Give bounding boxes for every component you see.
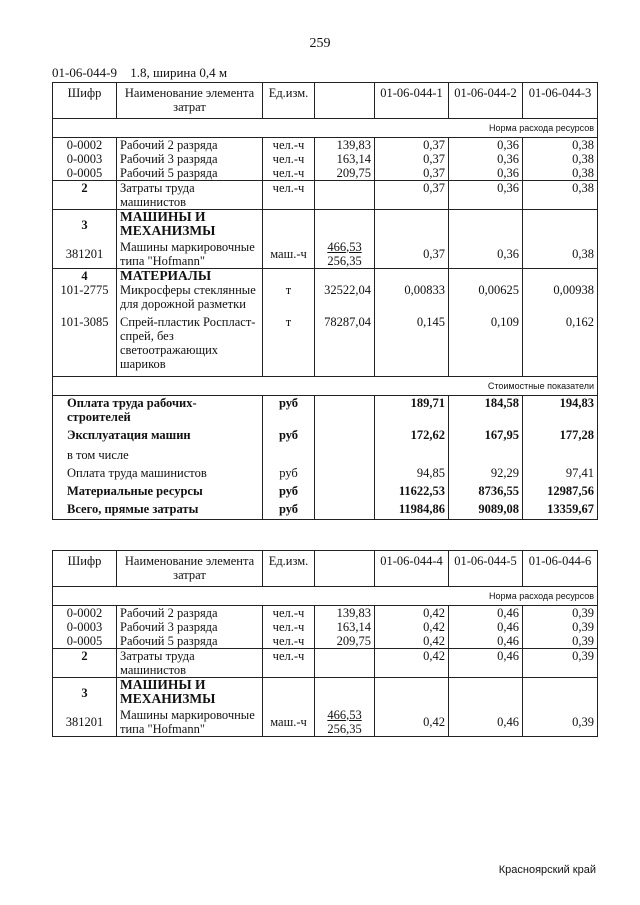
row-price: 78287,04	[315, 315, 375, 377]
row-value-3: 0,38	[523, 181, 598, 210]
header-col-2: 01-06-044-2	[449, 83, 523, 119]
resource-table-2	[52, 550, 598, 737]
cost-value-1: 11622,53	[375, 484, 449, 502]
cost-row	[53, 484, 598, 502]
row-value-2: 0,46	[449, 606, 523, 621]
row-code: 0-0005	[53, 166, 117, 181]
section-title: МАШИНЫ И МЕХАНИЗМЫ	[117, 678, 263, 708]
row-price: 209,75	[315, 166, 375, 181]
cost-row	[53, 396, 598, 428]
row-value-1: 0,37	[375, 152, 449, 166]
row-value-1: 0,37	[375, 138, 449, 153]
cost-name: Оплата труда рабочих-строителей	[53, 396, 263, 428]
row-code: 101-2775	[53, 283, 117, 315]
row-code: 0-0002	[53, 606, 117, 621]
empty-cell	[375, 448, 449, 466]
price-secondary: 256,35	[327, 721, 362, 736]
empty-cell	[375, 268, 449, 283]
empty-cell	[449, 210, 523, 240]
table-row	[53, 620, 598, 634]
header-name: Наименование элемента затрат	[117, 83, 263, 119]
table-code-description: 1.8, ширина 0,4 м	[130, 65, 228, 80]
row-code: 381201	[53, 708, 117, 737]
machines-section-row	[53, 678, 598, 708]
empty-cell	[263, 268, 315, 283]
header-col-1: 01-06-044-4	[375, 551, 449, 587]
section-code: 3	[53, 210, 117, 240]
row-unit: чел.-ч	[263, 166, 315, 181]
norm-label: Норма расхода ресурсов	[53, 587, 598, 606]
row-unit: т	[263, 315, 315, 377]
cost-unit: руб	[263, 502, 315, 520]
row-value-3: 0,38	[523, 152, 598, 166]
cost-row	[53, 448, 598, 466]
header-code: Шифр	[53, 83, 117, 119]
row-name: Машины маркировочные типа "Hofmann"	[117, 240, 263, 269]
row-price: 139,83	[315, 606, 375, 621]
machinist-row	[53, 649, 598, 678]
price-primary: 466,53	[327, 239, 362, 254]
row-value-2: 0,109	[449, 315, 523, 377]
material-row	[53, 283, 598, 315]
section-code: 3	[53, 678, 117, 708]
cost-value-1: 94,85	[375, 466, 449, 484]
cost-value-3: 194,83	[523, 396, 598, 428]
cost-unit: руб	[263, 428, 315, 448]
row-value-1: 0,42	[375, 606, 449, 621]
cost-value-3: 97,41	[523, 466, 598, 484]
cost-name: Оплата труда машинистов	[53, 466, 263, 484]
row-name: Рабочий 2 разряда	[117, 606, 263, 621]
row-value-2: 0,46	[449, 620, 523, 634]
row-value-2: 0,46	[449, 634, 523, 649]
row-unit: маш.-ч	[263, 240, 315, 269]
cost-row	[53, 428, 598, 448]
cost-label-row	[53, 377, 598, 396]
header-unit: Ед.изм.	[263, 83, 315, 119]
section-title: МАШИНЫ И МЕХАНИЗМЫ	[117, 210, 263, 240]
empty-cell	[263, 448, 315, 466]
row-value-1: 0,37	[375, 240, 449, 269]
row-unit: чел.-ч	[263, 606, 315, 621]
row-code: 0-0003	[53, 152, 117, 166]
table-row	[53, 152, 598, 166]
section-title: МАТЕРИАЛЫ	[117, 268, 263, 283]
cost-name: в том числе	[53, 448, 263, 466]
row-name: Затраты труда машинистов	[117, 181, 263, 210]
row-price: 163,14	[315, 152, 375, 166]
cost-unit: руб	[263, 396, 315, 428]
empty-cell	[315, 502, 375, 520]
cost-value-2: 8736,55	[449, 484, 523, 502]
cost-value-1: 172,62	[375, 428, 449, 448]
norm-label-row	[53, 119, 598, 138]
row-unit: т	[263, 283, 315, 315]
cost-row	[53, 466, 598, 484]
price-primary: 466,53	[327, 707, 362, 722]
row-price: 32522,04	[315, 283, 375, 315]
row-value-3: 0,38	[523, 138, 598, 153]
material-row	[53, 315, 598, 377]
cost-name: Материальные ресурсы	[53, 484, 263, 502]
row-name: Рабочий 3 разряда	[117, 152, 263, 166]
empty-cell	[315, 466, 375, 484]
row-price	[315, 649, 375, 678]
row-value-2: 0,46	[449, 708, 523, 737]
row-code: 101-3085	[53, 315, 117, 377]
row-value-1: 0,37	[375, 166, 449, 181]
empty-cell	[523, 268, 598, 283]
row-value-2: 0,36	[449, 181, 523, 210]
row-unit: чел.-ч	[263, 152, 315, 166]
empty-cell	[449, 678, 523, 708]
header-col-2: 01-06-044-5	[449, 551, 523, 587]
cost-value-3: 13359,67	[523, 502, 598, 520]
cost-value-1: 11984,86	[375, 502, 449, 520]
row-value-3: 0,39	[523, 649, 598, 678]
row-code: 2	[53, 181, 117, 210]
row-price: 209,75	[315, 634, 375, 649]
row-value-1: 0,37	[375, 181, 449, 210]
norm-label-row	[53, 587, 598, 606]
row-unit: чел.-ч	[263, 138, 315, 153]
row-value-2: 0,36	[449, 240, 523, 269]
row-code: 0-0003	[53, 620, 117, 634]
cost-value-2: 9089,08	[449, 502, 523, 520]
row-price	[315, 181, 375, 210]
empty-cell	[523, 678, 598, 708]
row-name: Рабочий 3 разряда	[117, 620, 263, 634]
norm-label: Норма расхода ресурсов	[53, 119, 598, 138]
row-name: Спрей-пластик Роспласт-спрей, без светоотражающих шариков	[117, 315, 263, 377]
row-value-2: 0,36	[449, 166, 523, 181]
row-code: 0-0005	[53, 634, 117, 649]
cost-value-2: 92,29	[449, 466, 523, 484]
empty-cell	[449, 268, 523, 283]
table-row	[53, 634, 598, 649]
row-name: Микросферы стеклянные для дорожной разметки	[117, 283, 263, 315]
empty-cell	[315, 210, 375, 240]
cost-value-3: 12987,56	[523, 484, 598, 502]
empty-cell	[375, 210, 449, 240]
machine-row	[53, 240, 598, 269]
empty-cell	[315, 396, 375, 428]
cost-name: Эксплуатация машин	[53, 428, 263, 448]
table-code: 01-06-044-9	[52, 65, 117, 80]
page-number: 259	[309, 36, 331, 51]
empty-cell	[315, 448, 375, 466]
machines-section-row	[53, 210, 598, 240]
cost-name: Всего, прямые затраты	[53, 502, 263, 520]
row-name: Рабочий 2 разряда	[117, 138, 263, 153]
row-value-1: 0,42	[375, 634, 449, 649]
row-value-3: 0,39	[523, 606, 598, 621]
header-unit: Ед.изм.	[263, 551, 315, 587]
row-value-1: 0,42	[375, 708, 449, 737]
cost-unit: руб	[263, 484, 315, 502]
row-value-1: 0,42	[375, 620, 449, 634]
row-value-1: 0,145	[375, 315, 449, 377]
empty-cell	[523, 210, 598, 240]
row-value-1: 0,42	[375, 649, 449, 678]
row-price	[315, 240, 375, 269]
empty-cell	[315, 678, 375, 708]
section-code: 4	[53, 268, 117, 283]
row-price: 139,83	[315, 138, 375, 153]
table-header-row	[53, 83, 598, 119]
table-row	[53, 138, 598, 153]
header-col-1: 01-06-044-1	[375, 83, 449, 119]
row-price	[315, 708, 375, 737]
header-name: Наименование элемента затрат	[117, 551, 263, 587]
row-value-3: 0,38	[523, 166, 598, 181]
header-col-3: 01-06-044-3	[523, 83, 598, 119]
cost-unit: руб	[263, 466, 315, 484]
row-unit: чел.-ч	[263, 620, 315, 634]
row-value-1: 0,00833	[375, 283, 449, 315]
table-row	[53, 606, 598, 621]
cost-value-2: 167,95	[449, 428, 523, 448]
row-unit: чел.-ч	[263, 649, 315, 678]
table-header-row	[53, 551, 598, 587]
row-value-3: 0,38	[523, 240, 598, 269]
resource-table-1	[52, 82, 598, 520]
cost-value-1: 189,71	[375, 396, 449, 428]
table-row	[53, 166, 598, 181]
row-unit: чел.-ч	[263, 181, 315, 210]
empty-cell	[449, 448, 523, 466]
header-price	[315, 83, 375, 119]
row-value-3: 0,39	[523, 634, 598, 649]
row-value-3: 0,00938	[523, 283, 598, 315]
machine-row	[53, 708, 598, 737]
row-name: Рабочий 5 разряда	[117, 166, 263, 181]
empty-cell	[523, 448, 598, 466]
empty-cell	[315, 428, 375, 448]
row-name: Машины маркировочные типа "Hofmann"	[117, 708, 263, 737]
cost-value-3: 177,28	[523, 428, 598, 448]
empty-cell	[315, 484, 375, 502]
table-code-line	[52, 65, 237, 81]
row-value-2: 0,00625	[449, 283, 523, 315]
row-value-3: 0,162	[523, 315, 598, 377]
price-secondary: 256,35	[327, 253, 362, 268]
row-value-3: 0,39	[523, 620, 598, 634]
empty-cell	[263, 678, 315, 708]
footer-region: Красноярский край	[498, 864, 596, 876]
row-price: 163,14	[315, 620, 375, 634]
row-value-3: 0,39	[523, 708, 598, 737]
empty-cell	[375, 678, 449, 708]
row-unit: чел.-ч	[263, 634, 315, 649]
row-code: 381201	[53, 240, 117, 269]
row-value-2: 0,36	[449, 138, 523, 153]
row-code: 0-0002	[53, 138, 117, 153]
row-unit: маш.-ч	[263, 708, 315, 737]
cost-label: Стоимостные показатели	[53, 377, 598, 396]
row-name: Затраты труда машинистов	[117, 649, 263, 678]
cost-row	[53, 502, 598, 520]
cost-value-2: 184,58	[449, 396, 523, 428]
header-col-3: 01-06-044-6	[523, 551, 598, 587]
row-code: 2	[53, 649, 117, 678]
empty-cell	[263, 210, 315, 240]
row-value-2: 0,36	[449, 152, 523, 166]
row-value-2: 0,46	[449, 649, 523, 678]
materials-section-row	[53, 268, 598, 283]
machinist-row	[53, 181, 598, 210]
empty-cell	[315, 268, 375, 283]
header-price	[315, 551, 375, 587]
row-name: Рабочий 5 разряда	[117, 634, 263, 649]
header-code: Шифр	[53, 551, 117, 587]
